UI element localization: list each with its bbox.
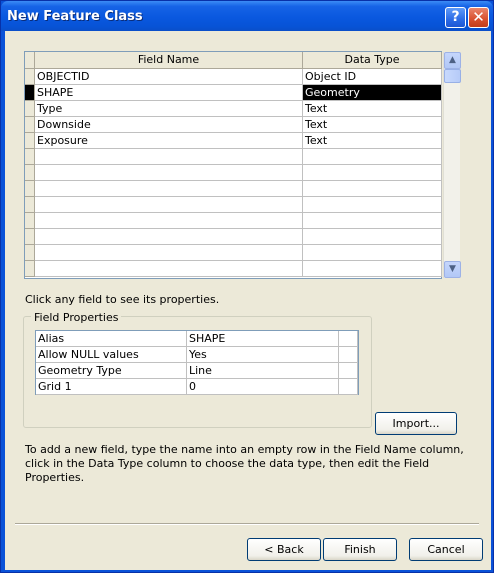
- property-extra-cell[interactable]: [339, 347, 358, 363]
- data-type-cell[interactable]: Geometry: [303, 85, 442, 101]
- data-type-cell[interactable]: [303, 245, 442, 261]
- divider: [15, 523, 479, 525]
- data-type-cell[interactable]: Object ID: [303, 69, 442, 85]
- row-selector[interactable]: [25, 117, 35, 133]
- field-name-cell[interactable]: [35, 149, 303, 165]
- field-name-cell[interactable]: OBJECTID: [35, 69, 303, 85]
- field-name-cell[interactable]: [35, 165, 303, 181]
- field-name-cell[interactable]: [35, 229, 303, 245]
- table-row[interactable]: [25, 229, 442, 245]
- help-button[interactable]: ?: [445, 7, 466, 28]
- table-row[interactable]: [25, 197, 442, 213]
- table-row[interactable]: [25, 261, 442, 277]
- property-name: Alias: [36, 331, 187, 347]
- field-name-cell[interactable]: Type: [35, 101, 303, 117]
- data-type-header[interactable]: Data Type: [303, 52, 442, 69]
- data-type-cell[interactable]: [303, 213, 442, 229]
- cancel-button[interactable]: Cancel: [409, 538, 483, 561]
- grid-scrollbar[interactable]: [443, 52, 460, 278]
- row-selector-header: [25, 52, 35, 69]
- row-selector[interactable]: [25, 213, 35, 229]
- row-selector[interactable]: [25, 149, 35, 165]
- property-row[interactable]: [36, 363, 358, 379]
- field-name-cell[interactable]: SHAPE: [35, 85, 303, 101]
- row-selector[interactable]: [25, 165, 35, 181]
- property-extra-cell[interactable]: [339, 379, 358, 395]
- field-properties-legend: Field Properties: [31, 311, 121, 324]
- property-extra-cell[interactable]: [339, 363, 358, 379]
- row-selector[interactable]: [25, 69, 35, 85]
- scroll-up-icon[interactable]: ▲: [444, 52, 461, 69]
- back-button[interactable]: < Back: [247, 538, 321, 561]
- grid-header: [25, 52, 442, 69]
- property-name: Geometry Type: [36, 363, 187, 379]
- property-extra-cell[interactable]: [339, 331, 358, 347]
- data-type-cell[interactable]: Text: [303, 117, 442, 133]
- table-row[interactable]: [25, 213, 442, 229]
- field-name-cell[interactable]: Exposure: [35, 133, 303, 149]
- data-type-cell[interactable]: [303, 149, 442, 165]
- property-row[interactable]: [36, 347, 358, 363]
- field-name-cell[interactable]: [35, 197, 303, 213]
- instructions-text: To add a new field, type the name into an empty row in the Field Name column, click in the Data Type column to choose the data type, then edit the Field Properties.: [25, 443, 464, 484]
- property-row[interactable]: [36, 379, 358, 395]
- field-name-cell[interactable]: Downside: [35, 117, 303, 133]
- table-row[interactable]: [25, 133, 442, 149]
- field-properties-grid[interactable]: [35, 330, 359, 395]
- property-name: Grid 1: [36, 379, 187, 395]
- row-selector[interactable]: [25, 181, 35, 197]
- dialog-body: [5, 31, 491, 570]
- data-type-cell[interactable]: [303, 261, 442, 277]
- data-type-cell[interactable]: [303, 229, 442, 245]
- row-selector[interactable]: [25, 197, 35, 213]
- property-row[interactable]: [36, 331, 358, 347]
- data-type-cell[interactable]: Text: [303, 101, 442, 117]
- finish-button[interactable]: Finish: [323, 538, 397, 561]
- property-value[interactable]: 0: [187, 379, 339, 395]
- scroll-down-icon[interactable]: ▼: [444, 261, 461, 278]
- property-value[interactable]: Line: [187, 363, 339, 379]
- fields-grid[interactable]: [24, 51, 456, 279]
- row-selector[interactable]: [25, 261, 35, 277]
- title-bar[interactable]: [1, 1, 493, 31]
- row-selector[interactable]: [25, 101, 35, 117]
- property-value[interactable]: Yes: [187, 347, 339, 363]
- table-row[interactable]: [25, 181, 442, 197]
- table-row[interactable]: [25, 245, 442, 261]
- import-button[interactable]: Import...: [375, 412, 457, 435]
- field-name-cell[interactable]: [35, 245, 303, 261]
- data-type-cell[interactable]: [303, 165, 442, 181]
- hint-text: Click any field to see its properties.: [25, 293, 220, 306]
- row-selector[interactable]: [25, 229, 35, 245]
- row-selector[interactable]: [25, 245, 35, 261]
- table-row[interactable]: [25, 101, 442, 117]
- data-type-cell[interactable]: [303, 197, 442, 213]
- data-type-cell[interactable]: [303, 181, 442, 197]
- table-row[interactable]: [25, 85, 442, 101]
- window-title: New Feature Class: [7, 9, 143, 24]
- row-selector[interactable]: [25, 133, 35, 149]
- scroll-thumb[interactable]: [444, 69, 461, 83]
- property-value[interactable]: SHAPE: [187, 331, 339, 347]
- property-name: Allow NULL values: [36, 347, 187, 363]
- row-selector[interactable]: [25, 85, 35, 101]
- field-name-cell[interactable]: [35, 261, 303, 277]
- table-row[interactable]: [25, 69, 442, 85]
- table-row[interactable]: [25, 149, 442, 165]
- field-name-cell[interactable]: [35, 181, 303, 197]
- data-type-cell[interactable]: Text: [303, 133, 442, 149]
- field-name-cell[interactable]: [35, 213, 303, 229]
- table-row[interactable]: [25, 165, 442, 181]
- table-row[interactable]: [25, 117, 442, 133]
- close-button[interactable]: ✕: [468, 7, 489, 28]
- field-name-header[interactable]: Field Name: [35, 52, 303, 69]
